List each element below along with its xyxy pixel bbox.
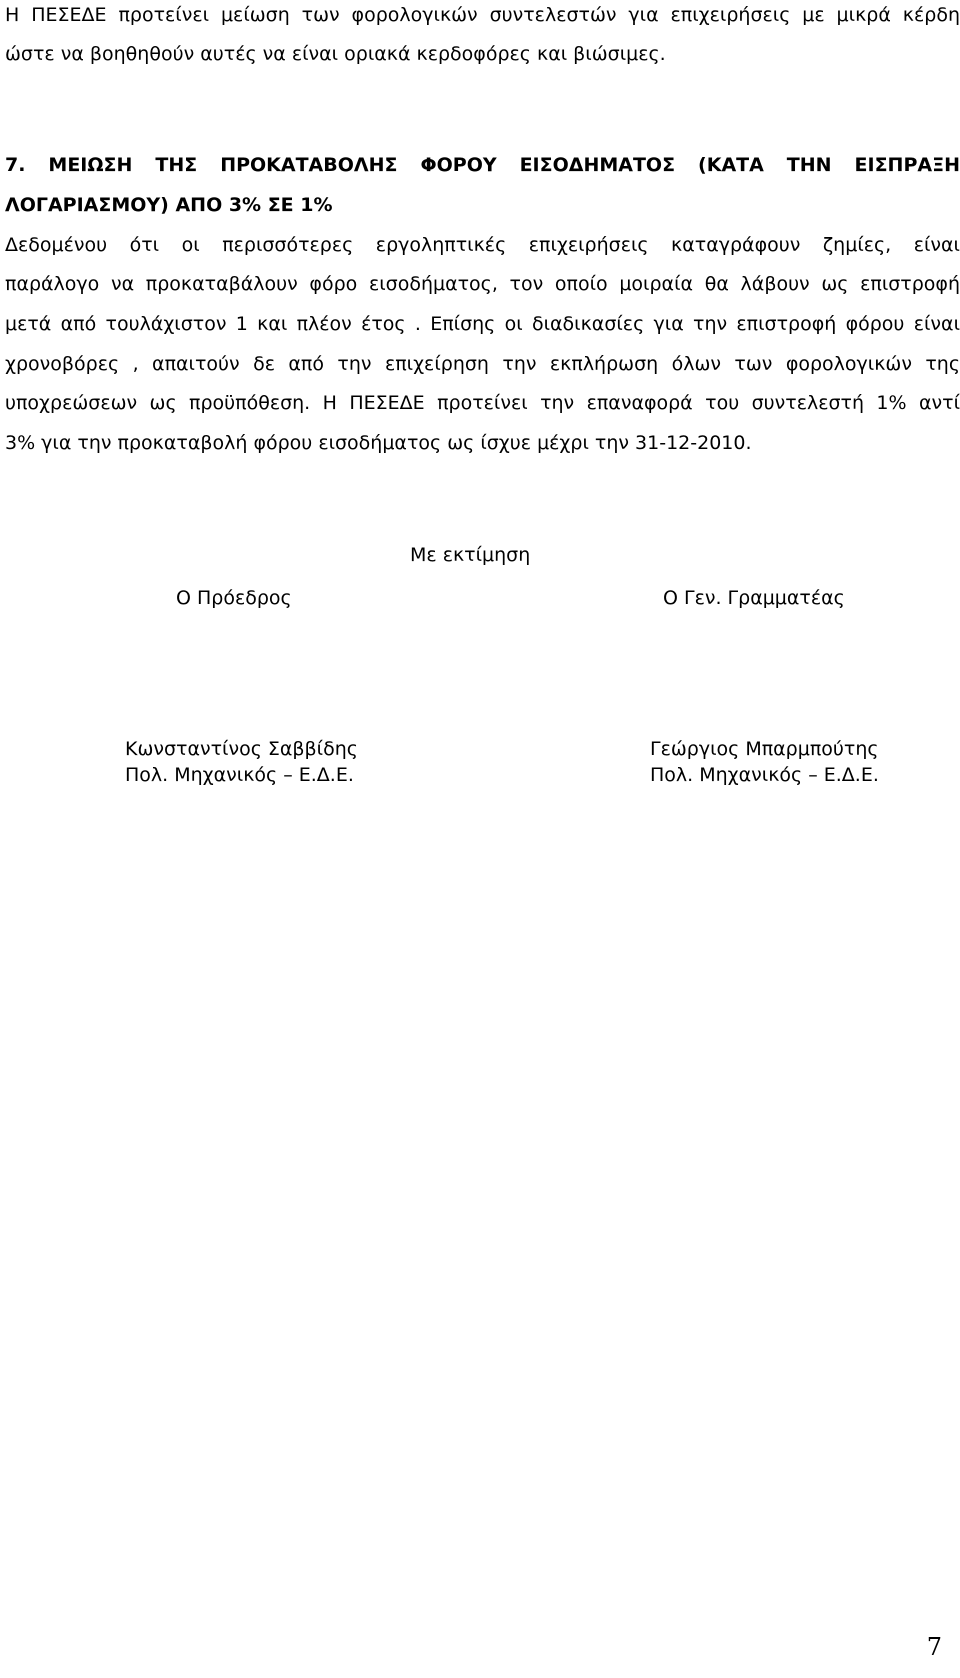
president-name: Κωνσταντίνος Σαββίδης [125, 738, 358, 760]
section-heading-line-2: ΛΟΓΑΡΙΑΣΜΟΥ) ΑΠΟ 3% ΣΕ 1% [5, 194, 333, 216]
section-heading-line-1: 7. ΜΕΙΩΣΗ ΤΗΣ ΠΡΟΚΑΤΑΒΟΛΗΣ ΦΟΡΟΥ ΕΙΣΟΔΗΜΑΤΟΣ (ΚΑΤΑ ΤΗΝ ΕΙΣΠΡΑΞΗ [5, 154, 960, 176]
section-body-line-4: χρονοβόρες , απαιτούν δε από την επιχείρηση την εκπλήρωση όλων των φορολογικών της [5, 353, 960, 375]
section-body-line-2: παράλογο να προκαταβάλουν φόρο εισοδήματος, τον οποίο μοιραία θα λάβουν ως επιστροφή [5, 273, 960, 295]
page-number: 7 [926, 1633, 942, 1661]
section-body-line-3: μετά από τουλάχιστον 1 και πλέον έτος . Επίσης οι διαδικασίες για την επιστροφή φόρου είναι [5, 313, 960, 335]
secretary-general-title: Ο Γεν. Γραμματέας [663, 587, 845, 609]
secretary-general-role: Πολ. Μηχανικός – Ε.Δ.Ε. [650, 764, 879, 786]
closing-greeting: Με εκτίμηση [410, 544, 531, 566]
section-body-line-1: Δεδομένου ότι οι περισσότερες εργοληπτικές επιχειρήσεις καταγράφουν ζημίες, είναι [5, 234, 960, 256]
president-role: Πολ. Μηχανικός – Ε.Δ.Ε. [125, 764, 354, 786]
secretary-general-name: Γεώργιος Μπαρμπούτης [650, 738, 879, 760]
president-title: Ο Πρόεδρος [176, 587, 292, 609]
intro-line-2: ώστε να βοηθηθούν αυτές να είναι οριακά κερδοφόρες και βιώσιμες. [5, 43, 666, 65]
section-body-line-6: 3% για την προκαταβολή φόρου εισοδήματος ως ίσχυε μέχρι την 31-12-2010. [5, 432, 752, 454]
intro-line-1: Η ΠΕΣΕΔΕ προτείνει μείωση των φορολογικών συντελεστών για επιχειρήσεις με μικρά κέρδη [5, 4, 960, 26]
section-body-line-5: υποχρεώσεων ως προϋπόθεση. Η ΠΕΣΕΔΕ προτείνει την επαναφορά του συντελεστή 1% αντί [5, 392, 960, 414]
